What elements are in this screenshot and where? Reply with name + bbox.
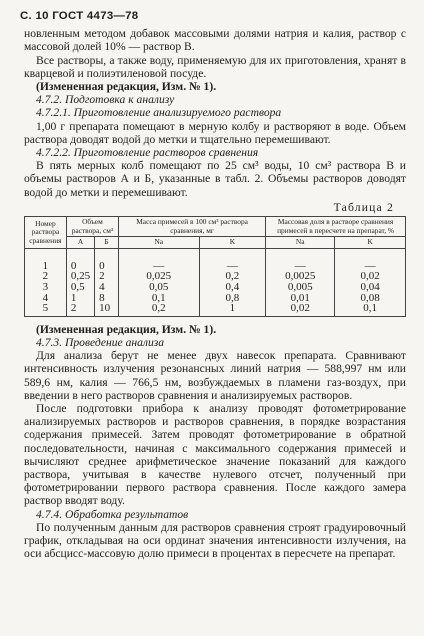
header-mass: Масса примесей в 100 см³ раствора сравнения, мг: [118, 217, 265, 237]
paragraph-4-7-3-a: Для анализа берут не менее двух навесок препарата. Сравнивают интенсивность излучения резонансных линий натрия — 588,997 нм или 589,6 нм, калия — 766,5 нм, возбуждаемых в пламени газ-воздух, при введении в него растворов сравнения и анализируемых растворов.: [24, 349, 406, 402]
paragraph-4-7-3-b: После подготовки прибора к анализу проводят фотометрирование анализируемых растворов и растворов сравнения, в порядке возрастания содержания примесей. Затем проводят фотометрирование в обратной последовательности, начиная с максимального содержания примесей и вычисляют среднее арифметическое значение показаний для каждого раствора, учитывая в качестве нулевого отсчет, полученный при фотометрировании первого раствора сравнения. После каждого замера раствор вводят воду.: [24, 402, 406, 508]
header-mass-fraction: Массовая доля в растворе сравнения примесей в пересчете на препарат, %: [266, 217, 406, 237]
paragraph-4-7-2-1: 1,00 г препарата помещают в мерную колбу и растворяют в воде. Объем раствора доводят водой до метки и тщательно перемешивают.: [24, 119, 406, 146]
paragraph-4-7-2-2: В пять мерных колб помещают по 25 см³ воды, 10 см³ раствора В и объемы растворов А и Б, указанные в табл. 2. Объемы растворов доводят водой до метки и перемешивают.: [24, 159, 406, 199]
paragraph-4-7-4: По полученным данным для растворов сравнения строят градуировочный график, откладывая на оси ординат значения интенсивности излучения, на оси абсцисс-массовую долю примеси в процентах в пересчете на препарат.: [24, 520, 406, 561]
header-a: А: [66, 237, 94, 249]
header-fraction-na: Na: [266, 237, 335, 249]
revision-note-2: (Измененная редакция, Изм. № 1).: [36, 322, 217, 336]
page-header: С. 10 ГОСТ 4473—78: [20, 10, 139, 22]
data-table: [24, 216, 406, 317]
section-heading-4-7-2: 4.7.2. Подготовка к анализу: [36, 93, 175, 107]
section-heading-4-7-4: 4.7.4. Обработка результатов: [36, 507, 189, 521]
table-caption: Таблица 2: [333, 200, 394, 214]
header-solution-number: Номер раствора сравнения: [25, 217, 67, 249]
table-row: 4 1 8 0,1 0,8 0,01 0,08: [25, 293, 406, 304]
header-volume: Объем раствора, см³: [66, 217, 118, 237]
table-row: 1 0 0 — — — —: [25, 248, 406, 271]
header-mass-k: K: [199, 237, 266, 249]
table-row: 2 0,25 2 0,025 0,2 0,0025 0,02: [25, 271, 406, 282]
section-heading-4-7-3: 4.7.3. Проведение анализа: [36, 336, 165, 349]
header-fraction-k: K: [335, 237, 406, 249]
revision-note-1: (Измененная редакция, Изм. № 1).: [36, 80, 217, 94]
table-row: 5 2 10 0,2 1 0,02 0,1: [25, 303, 406, 316]
paragraph-intro-1: новленным методом добавок массовыми долями натрия и калия, раствор с массовой долей 10% — раствор В.: [24, 27, 406, 54]
section-heading-4-7-2-2: 4.7.2.2. Приготовление растворов сравнения: [36, 146, 259, 160]
header-b: Б: [95, 237, 119, 249]
table-row: 3 0,5 4 0,05 0,4 0,005 0,04: [25, 282, 406, 293]
paragraph-intro-2: Все растворы, а также воду, применяемую для их приготовления, хранят в кварцевой и полиэтиленовой посуде.: [24, 53, 406, 80]
section-heading-4-7-2-1: 4.7.2.1. Приготовление анализируемого раствора: [36, 106, 282, 120]
header-mass-na: Na: [118, 237, 199, 249]
